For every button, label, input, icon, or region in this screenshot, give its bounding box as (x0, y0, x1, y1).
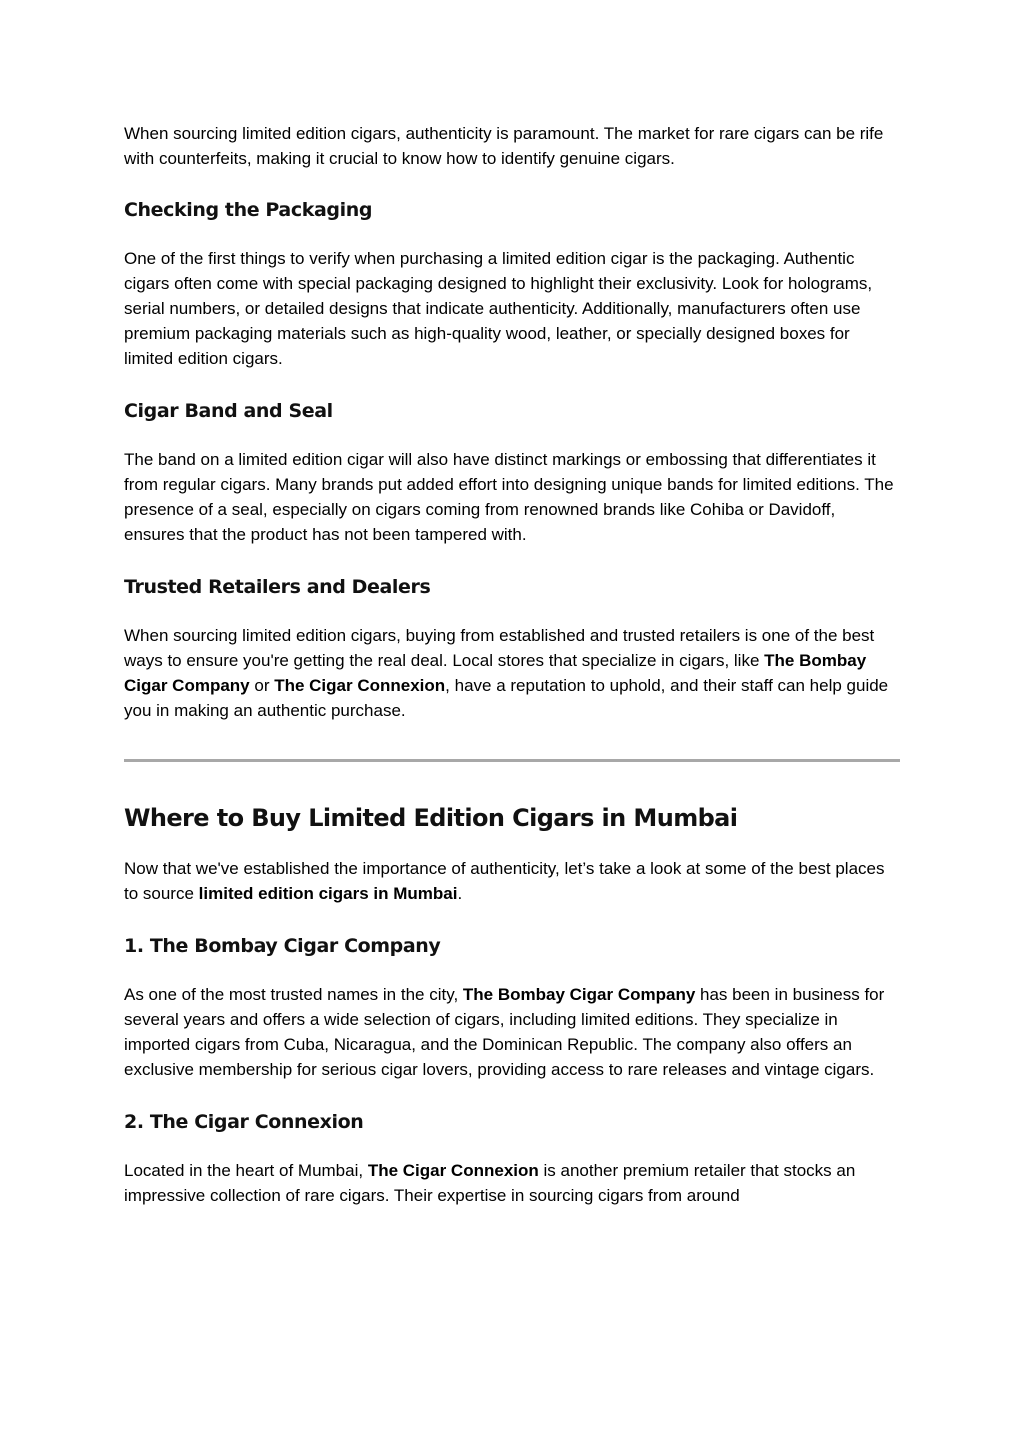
intro-paragraph: When sourcing limited edition cigars, authenticity is paramount. The market for rare cigars can be rife with counterfeits, making it crucial to know how to identify genuine cigars. (124, 124, 884, 168)
where-to-buy-bold: limited edition cigars in Mumbai (198, 884, 458, 903)
retailers-text-2: or (249, 676, 275, 695)
bombay-bold-name: The Bombay Cigar Company (462, 985, 696, 1004)
bombay-text-1: As one of the most trusted names in the city, (124, 985, 463, 1004)
connexion-bold-name: The Cigar Connexion (367, 1161, 539, 1180)
heading-checking-packaging: Checking the Packaging (124, 199, 373, 221)
retailers-text-1: When sourcing limited edition cigars, buying from established and trusted retailers is one of the best ways to ensure you're getting the real deal. Local stores that specialize in cigars, like (124, 626, 875, 670)
heading-cigar-connexion: 2. The Cigar Connexion (124, 1111, 364, 1133)
connexion-paragraph (124, 1158, 900, 1208)
bombay-paragraph (124, 982, 900, 1082)
where-to-buy-paragraph (124, 856, 900, 906)
bombay-text-2: has been in business for several years and offers a wide selection of cigars, including limited editions. They specialize in imported cigars from Cuba, Nicaragua, and the Dominican Republic. The company also offers an exclusive membership for serious cigar lovers, providing access to rare releases and vintage cigars. (124, 985, 885, 1079)
connexion-text-1: Located in the heart of Mumbai, (124, 1161, 368, 1180)
where-to-buy-text-2: . (457, 884, 463, 903)
where-to-buy-text-1: Now that we've established the importance of authenticity, let’s take a look at some of the best places to source (124, 859, 885, 903)
connexion-text-2: is another premium retailer that stocks an impressive collection of rare cigars. Their expertise in sourcing cigars from around (124, 1161, 856, 1205)
heading-cigar-band-seal: Cigar Band and Seal (124, 400, 333, 422)
heading-bombay-cigar-company: 1. The Bombay Cigar Company (124, 935, 441, 957)
document-page (124, 121, 900, 1208)
section-divider (124, 759, 900, 762)
packaging-paragraph: One of the first things to verify when purchasing a limited edition cigar is the packaging. Authentic cigars often come with special packaging designed to highlight their exclusivity. Look for holograms, serial numbers, or detailed designs that indicate authenticity. Additionally, manufacturers often use premium packaging materials such as high-quality wood, leather, or specially designed boxes for limited edition cigars. (124, 249, 873, 368)
retailers-bold-connexion: The Cigar Connexion (274, 676, 446, 695)
heading-where-to-buy: Where to Buy Limited Edition Cigars in Mumbai (124, 804, 738, 832)
retailers-paragraph (124, 623, 900, 723)
retailers-bold-bombay: The Bombay Cigar Company (124, 651, 867, 695)
band-paragraph: The band on a limited edition cigar will also have distinct markings or embossing that differentiates it from regular cigars. Many brands put added effort into designing unique bands for limited editions. The presence of a seal, especially on cigars coming from renowned brands like Cohiba or Davidoff, ensures that the product has not been tampered with. (124, 450, 894, 544)
retailers-text-3: , have a reputation to uphold, and their staff can help guide you in making an authentic purchase. (124, 676, 889, 720)
heading-trusted-retailers: Trusted Retailers and Dealers (124, 576, 431, 598)
